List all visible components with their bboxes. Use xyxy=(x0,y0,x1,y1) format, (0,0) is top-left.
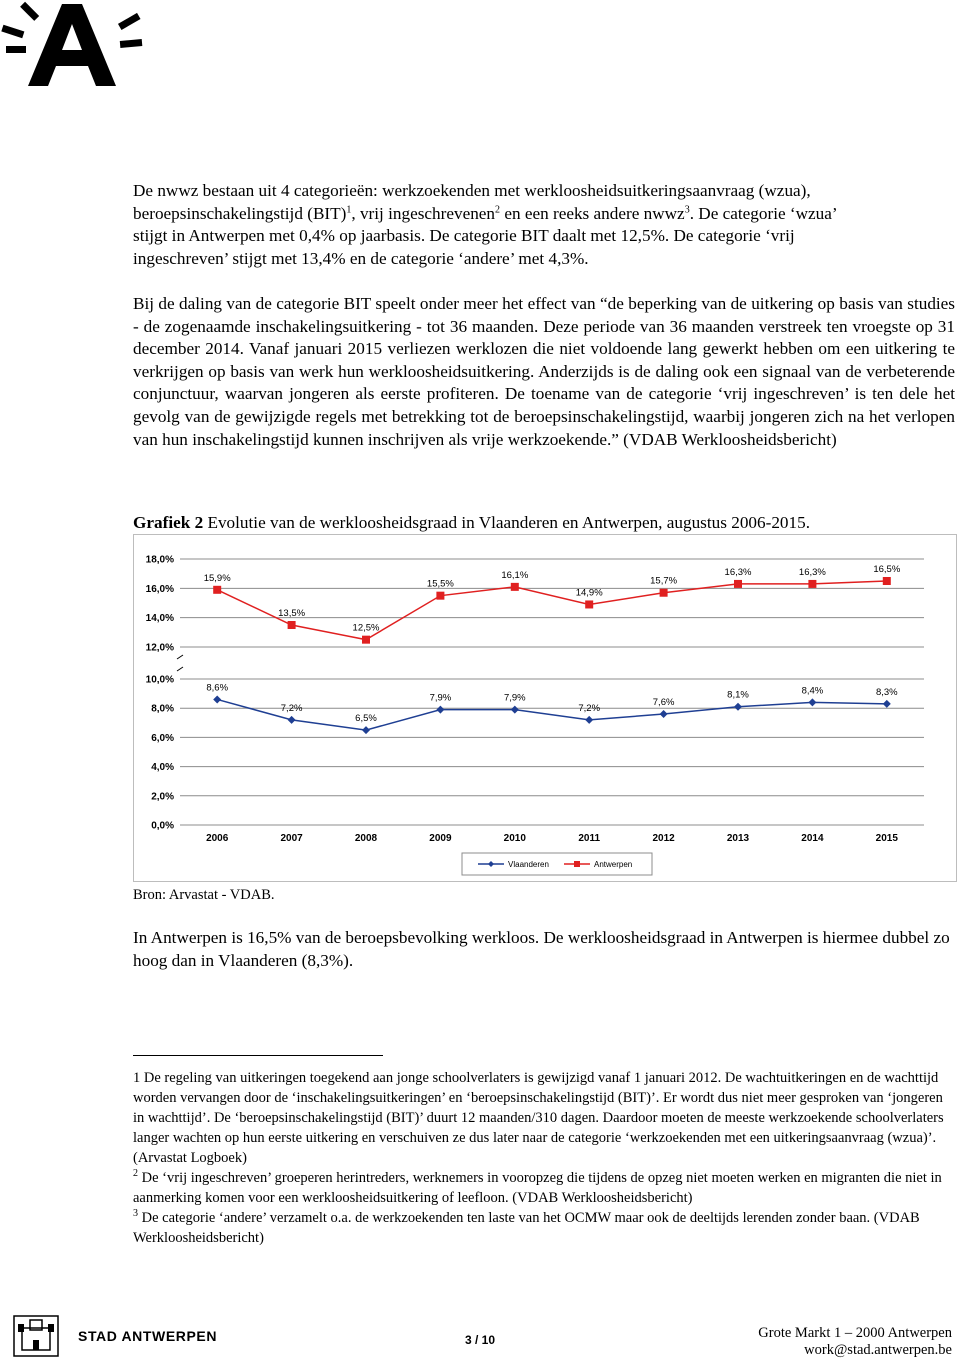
footnote-number: 3 xyxy=(133,1208,138,1220)
y-tick-label: 14,0% xyxy=(145,613,174,625)
footnote-text: De ‘vrij ingeschreven’ groeperen herintreders, werknemers in vooropzeg die tijdens de opzeg niet moeten werken en migranten die niet in aanmerking komen voor een werkloosheidsuitkering of leefloon. (VDAB Werkloosheidsbericht) xyxy=(133,1170,942,1206)
footnote-ref[interactable]: 3 xyxy=(684,203,690,215)
x-tick-label: 2011 xyxy=(578,833,601,844)
data-label: 14,9% xyxy=(575,587,603,599)
y-tick-label: 0,0% xyxy=(151,820,174,832)
data-label: 8,3% xyxy=(875,686,898,698)
text-segment: . De categorie ‘wzua’ xyxy=(689,203,838,223)
page-number: 3 / 10 xyxy=(465,1333,496,1347)
data-point-antwerpen xyxy=(213,586,221,594)
footnote-number: 2 xyxy=(133,1168,138,1180)
data-label: 16,3% xyxy=(798,566,826,578)
y-tick-label: 2,0% xyxy=(151,791,174,803)
footnote-text: De categorie ‘andere’ verzamelt o.a. de werkzoekenden ten laste van het OCMW maar ook de deeltijds lerenden zonder baan. (VDAB Werkloosheidsbericht) xyxy=(133,1210,920,1246)
antwerpen-castle-logo-icon xyxy=(8,1310,64,1362)
legend-label: Vlaanderen xyxy=(508,860,549,869)
data-point-vlaanderen xyxy=(585,716,593,724)
axis-break-mark xyxy=(177,655,183,659)
data-point-antwerpen xyxy=(585,600,593,608)
y-tick-label: 16,0% xyxy=(145,583,174,595)
footnote-ref[interactable]: 1 xyxy=(346,203,352,215)
footnote-2 xyxy=(133,1168,955,1208)
text-segment: beroepsinschakelingstijd (BIT) xyxy=(133,203,347,223)
data-label: 16,5% xyxy=(873,564,901,575)
x-tick-label: 2008 xyxy=(354,833,378,844)
axis-break-mark xyxy=(177,667,183,671)
chart-source: Bron: Arvastat - VDAB. xyxy=(133,887,275,903)
data-point-antwerpen xyxy=(660,589,668,597)
data-point-antwerpen xyxy=(808,580,816,588)
data-label: 12,5% xyxy=(352,622,380,634)
x-tick-label: 2009 xyxy=(429,833,452,844)
data-point-vlaanderen xyxy=(288,716,296,724)
data-label: 7,2% xyxy=(578,702,601,714)
y-tick-label: 12,0% xyxy=(145,642,174,654)
data-label: 7,6% xyxy=(652,697,675,709)
data-point-vlaanderen xyxy=(734,703,742,711)
intro-paragraph xyxy=(133,180,955,270)
data-point-antwerpen xyxy=(288,621,296,629)
data-point-antwerpen xyxy=(511,583,519,591)
data-label: 6,5% xyxy=(355,713,377,725)
y-tick-label: 18,0% xyxy=(145,554,174,566)
email-link[interactable]: work@stad.antwerpen.be xyxy=(804,1342,952,1358)
footnote-3 xyxy=(133,1208,955,1248)
data-label: 8,1% xyxy=(727,689,749,701)
antwerpen-a-logo-icon xyxy=(0,0,150,92)
data-point-antwerpen xyxy=(734,580,742,588)
data-label: 8,6% xyxy=(206,682,229,694)
data-point-antwerpen xyxy=(436,592,444,600)
data-label: 16,3% xyxy=(724,566,752,578)
chart-caption xyxy=(133,513,810,533)
legend-label: Antwerpen xyxy=(594,860,633,869)
text-line: ingeschreven’ stijgt met 13,4% en de categorie ‘andere’ met 4,3%. xyxy=(133,248,589,268)
conclusion-paragraph: In Antwerpen is 16,5% van de beroepsbevolking werkloos. De werkloosheidsgraad in Antwerpen is hiermee dubbel zo hoog dan in Vlaanderen (8,3%). xyxy=(133,928,950,970)
y-tick-label: 4,0% xyxy=(151,762,174,774)
x-tick-label: 2015 xyxy=(875,833,898,844)
y-tick-label: 6,0% xyxy=(151,732,174,744)
text-segment: , vrij ingeschrevenen xyxy=(351,203,496,223)
data-point-vlaanderen xyxy=(511,706,519,714)
data-point-vlaanderen xyxy=(883,700,891,708)
footnote-divider xyxy=(133,1055,383,1056)
stad-antwerpen-brand: STAD ANTWERPEN xyxy=(78,1328,218,1344)
data-label: 7,2% xyxy=(280,702,303,714)
data-point-vlaanderen xyxy=(660,710,668,718)
footnotes xyxy=(133,1068,955,1248)
unemployment-chart xyxy=(133,534,957,882)
legend-marker xyxy=(574,861,580,867)
footnote-1: 1 De regeling van uitkeringen toegekend aan jonge schoolverlaters is gewijzigd vanaf 1 januari 2012. De wachtuitkeringen en de wachttijd worden vervangen door de ‘inschakelingsuitkeringen’ en ‘beroepsinschakelingstijd (BIT)’. Er wordt dus niet meer gesproken van ‘jongeren in wachttijd’. De ‘beroepsinschakelingstijd (BIT)’ duurt 12 maanden/310 dagen. Daardoor moeten de meeste werkzoekende schoolverlaters langer wachten op hun eerste uitkering en verschuiven ze dus later naar de categorie ‘werkzoekenden met een uitkeringsaanvraag (wzua)’. (Arvastat Logboek) xyxy=(133,1070,944,1166)
data-label: 8,4% xyxy=(801,685,824,697)
chart-svg xyxy=(134,535,956,881)
series-line-antwerpen xyxy=(217,578,887,640)
data-point-vlaanderen xyxy=(362,726,370,734)
data-point-vlaanderen xyxy=(808,698,816,706)
data-label: 7,9% xyxy=(503,692,526,704)
y-tick-label: 8,0% xyxy=(151,703,174,715)
data-point-antwerpen xyxy=(883,577,891,585)
text-segment: en een reeks andere nwwz xyxy=(500,203,685,223)
x-tick-label: 2013 xyxy=(726,833,750,844)
data-label: 7,9% xyxy=(429,692,452,704)
data-point-vlaanderen xyxy=(213,695,221,703)
x-tick-label: 2010 xyxy=(503,833,526,844)
caption-text: Evolutie van de werkloosheidsgraad in Vlaanderen en Antwerpen, augustus 2006-2015. xyxy=(203,513,810,532)
series-line-vlaanderen xyxy=(217,699,887,730)
text-line: stijgt in Antwerpen met 0,4% op jaarbasis. De categorie BIT daalt met 12,5%. De categorie ‘vrij xyxy=(133,226,795,246)
data-point-antwerpen xyxy=(362,636,370,644)
data-label: 15,9% xyxy=(203,572,231,584)
data-label: 15,7% xyxy=(650,575,678,587)
x-tick-label: 2014 xyxy=(801,833,824,844)
bit-paragraph: Bij de daling van de categorie BIT speelt onder meer het effect van “de beperking van de uitkering op basis van studies - de zogenaamde inschakelingsuitkering - tot 36 maanden. Deze periode van 36 maanden verstreek ten vroegste op 31 december 2014. Vanaf januari 2015 verliezen werklozen die niet voldoende lang gewerkt hebben om een uitkering te verkrijgen op basis van werk hun werkloosheidsuitkering. Anderzijds is de daling ook een signaal van de verbeterende conjunctuur, waarvan jongeren als eerste profiteren. De toename van de categorie ‘vrij ingeschreven’ is ten dele het gevolg van de gewijzigde regels met betrekking tot de beroepsinschakelingstijd, waarbij jongeren zich na het verlopen van hun inschakelingstijd kunnen inschrijven als vrije werkzoekende.” (VDAB Werkloosheidsbericht) xyxy=(133,294,955,449)
data-label: 16,1% xyxy=(501,569,529,581)
data-point-vlaanderen xyxy=(436,706,444,714)
data-label: 15,5% xyxy=(426,578,454,590)
caption-label: Grafiek 2 xyxy=(133,513,204,532)
address-line: Grote Markt 1 – 2000 Antwerpen xyxy=(758,1325,952,1341)
y-tick-label: 10,0% xyxy=(145,674,174,686)
text-line: De nwwz bestaan uit 4 categorieën: werkzoekenden met werkloosheidsuitkeringsaanvraag (wzua), xyxy=(133,181,811,200)
x-tick-label: 2007 xyxy=(280,833,303,844)
footer-address xyxy=(758,1325,952,1359)
footnote-ref[interactable]: 2 xyxy=(495,203,501,215)
data-label: 13,5% xyxy=(278,608,306,619)
x-tick-label: 2012 xyxy=(652,833,675,844)
x-tick-label: 2006 xyxy=(206,833,229,844)
